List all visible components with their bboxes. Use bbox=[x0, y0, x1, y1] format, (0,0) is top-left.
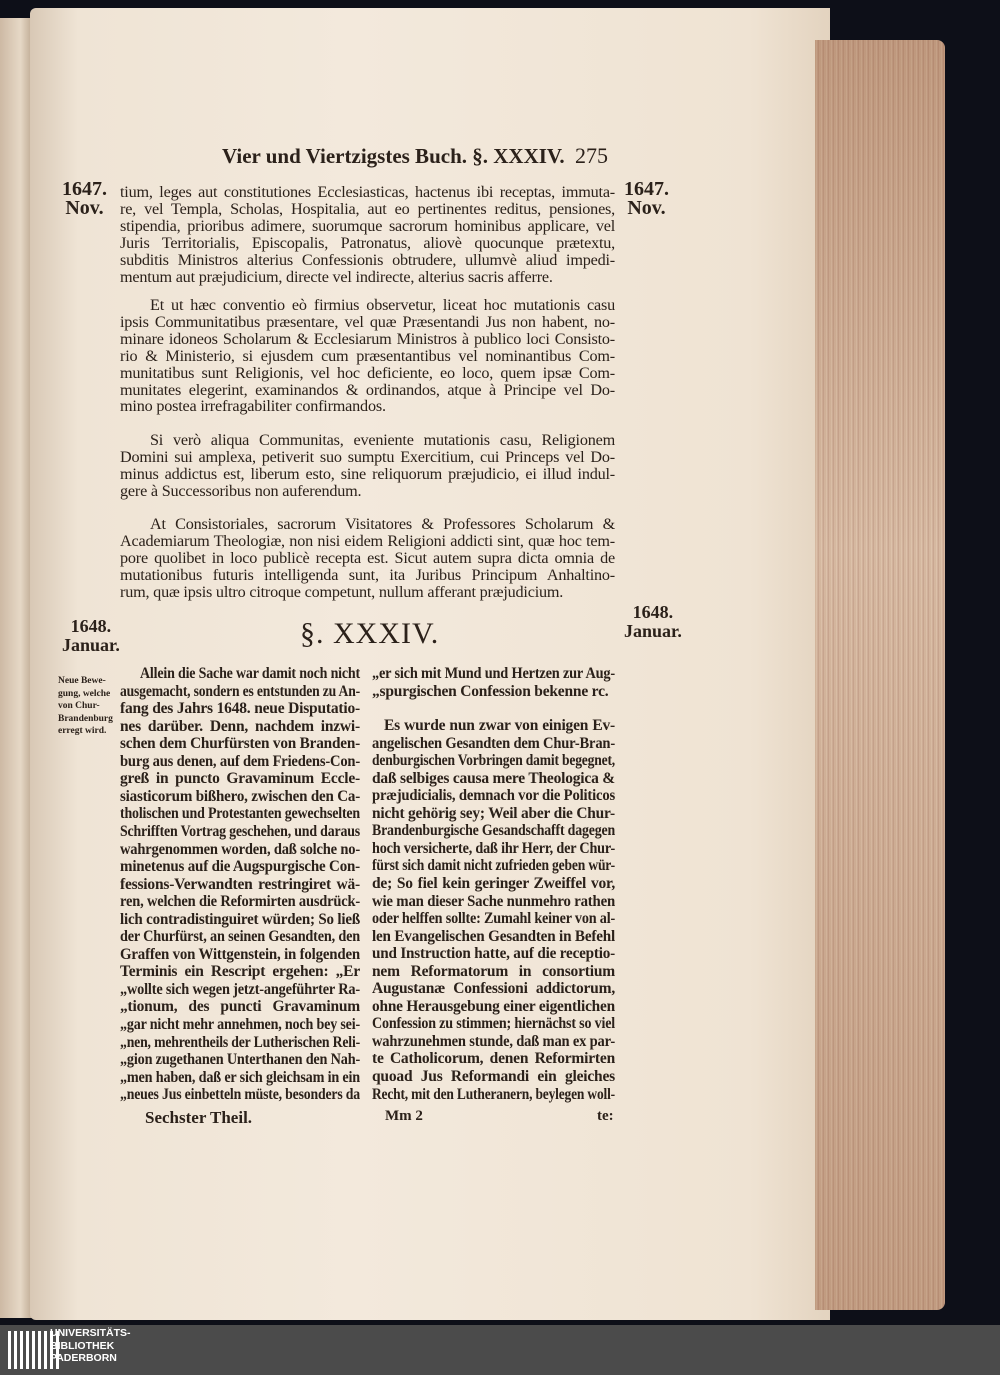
text-line: hoch versicherte, daß ihr Herr, der Chur- bbox=[372, 839, 615, 857]
text-line: ohne Herausgebung einer eigentlichen bbox=[372, 997, 615, 1015]
text-line: „wollte sich wegen jetzt-angeführter Ra- bbox=[120, 980, 360, 998]
margin-month: Januar. bbox=[62, 635, 120, 655]
text-line: nes darüber. Denn, nachdem inzwi- bbox=[120, 717, 360, 735]
text-line: Recht, mit den Lutheranern, beylegen woll- bbox=[372, 1085, 615, 1103]
text-line: de; So fiel kein geringer Zweiffel vor, bbox=[372, 874, 615, 892]
text-line: tholischen und Protestanten gewechselten bbox=[120, 805, 360, 823]
text-line: wahrzunehmen stunde, daß man ex par- bbox=[372, 1032, 615, 1050]
text-line: der Churfürst, an seinen Gesandten, den bbox=[120, 928, 360, 946]
side-note-line: von Chur- bbox=[58, 701, 100, 711]
side-note-line: Neue Bewe- bbox=[58, 676, 106, 686]
margin-month: Januar. bbox=[624, 621, 682, 641]
text-line: quoad Jus Reformandi ein gleiches bbox=[372, 1068, 615, 1085]
text-line: burg aus denen, auf dem Friedens-Con- bbox=[120, 752, 360, 770]
margin-year: 1647. bbox=[62, 178, 107, 200]
text-line: Schrifften Vortrag geschehen, und daraus bbox=[120, 822, 360, 840]
text-line: tium, leges aut constitutiones Ecclesiasticas, hactenus ibi receptas, immuta- bbox=[120, 183, 615, 201]
text-line: wahrgenommen worden, daß solche no- bbox=[120, 840, 360, 858]
text-line: Confession zu stimmen; hiernächst so viel bbox=[372, 1015, 615, 1033]
text-line: fang des Jahrs 1648. neue Disputatio- bbox=[120, 700, 360, 718]
margin-month: Nov. bbox=[627, 197, 666, 219]
text-line: „er sich mit Mund und Hertzen zur Aug- bbox=[372, 665, 615, 682]
text-line: re, vel Templa, Scholas, Hospitalia, aut eo pertinentes reditus, pensiones, bbox=[120, 199, 615, 218]
page-number: 275 bbox=[575, 143, 608, 168]
section-title: §. XXXIV. bbox=[300, 617, 440, 650]
text-line: Terminis ein Rescript ergehen: „Er bbox=[120, 963, 360, 981]
text-line: ipsis Communitatibus præsentare, vel quæ Præsentandi Jus non habent, no- bbox=[120, 312, 615, 331]
text-line: „tionum, des puncti Gravaminum bbox=[120, 998, 360, 1016]
text-line: te Catholicorum, denen Reformirten bbox=[372, 1050, 615, 1068]
text-line: rio & Ministerio, si ejusdem cum præsentantibus vel nominantibus Com- bbox=[120, 346, 615, 365]
side-note-line: gung, welche bbox=[58, 688, 111, 699]
page-fore-edge bbox=[815, 40, 945, 1310]
text-line: daß selbiges causa mere Theologica & bbox=[372, 769, 615, 787]
margin-year: 1648. bbox=[632, 602, 674, 622]
text-line: angelischen Gesandten dem Chur-Bran- bbox=[372, 734, 615, 752]
text-line: Juris Territorialis, Episcopalis, Patronatus, aliovè quocunque prætextu, bbox=[120, 233, 615, 252]
text-line: præjudicialis, demnach vor die Politicos bbox=[372, 787, 615, 805]
text-line: stipendia, prioribus adimere, suorumque sacrorum hominibus applicare, vel bbox=[120, 216, 615, 235]
text-line: denburgischen Vorbringen damit begegnet, bbox=[372, 752, 615, 770]
text-line: len Evangelischen Gesandten in Befehl bbox=[372, 927, 615, 945]
text-line: mino postea irrefragabiliter confirmandos. bbox=[120, 397, 386, 416]
text-line: Allein die Sache war damit noch nicht bbox=[140, 665, 360, 682]
text-line: At Consistoriales, sacrorum Visitatores & Professores Scholarum & bbox=[150, 515, 615, 533]
text-line: fürst sich damit nicht zufrieden geben wür- bbox=[372, 857, 615, 875]
side-note bbox=[58, 675, 114, 738]
margin-month: Nov. bbox=[65, 197, 104, 219]
text-line: Graffen von Wittgenstein, in folgenden bbox=[120, 945, 360, 963]
text-line: „spurgischen Confession bekenne rc. bbox=[372, 682, 609, 700]
library-name-line: PADERBORN bbox=[50, 1352, 117, 1364]
text-line: „gion zugethanen Unterthanen den Nah- bbox=[120, 1051, 360, 1069]
text-line: schen dem Churfürsten von Branden- bbox=[120, 735, 360, 753]
library-footer bbox=[0, 1325, 1000, 1375]
text-line: „nen, mehrentheils der Lutherischen Reli- bbox=[120, 1033, 360, 1051]
side-note-line: Brandenburg bbox=[58, 713, 113, 724]
text-line: Augustanæ Confessioni addictorum, bbox=[372, 980, 615, 998]
text-line: nem Reformatorum in consortium bbox=[372, 962, 615, 980]
text-line: „gar nicht mehr annehmen, noch bey sei- bbox=[120, 1016, 360, 1033]
text-line: minetenus auf die Augspurgische Con- bbox=[120, 858, 360, 876]
text-line: Es wurde nun zwar von einigen Ev- bbox=[384, 717, 615, 734]
text-line: „men haben, daß er sich gleichsam in ein bbox=[120, 1068, 360, 1086]
text-line: ausgemacht, sondern es entstunden zu An- bbox=[120, 682, 360, 700]
running-title: Vier und Viertzigstes Buch. §. XXXIV. bbox=[222, 144, 565, 168]
text-line: munitates elegerint, examinandos & ordinandos, atque à Principe vel Do- bbox=[120, 380, 615, 399]
text-line: minare idoneos Scholarum & Ecclesiarum Ministros à publico loci Consisto- bbox=[120, 329, 615, 348]
text-line: Domini sui amplexa, petiverit suo sumptu Exercitium, cui Princeps vel Do- bbox=[120, 447, 615, 466]
text-line: munitatibus sunt Religionis, vel hoc deficiente, eo loco, quem ipsæ Com- bbox=[120, 363, 615, 382]
text-line: subditis Ministros alterius Confessionis obtrudere, ullumvè aliud impedi- bbox=[120, 250, 615, 269]
text-line: Academiarum Theologiæ, non nisi eidem Religioni addicti sint, quæ hoc tem- bbox=[120, 531, 615, 550]
margin-date-top-left bbox=[62, 180, 107, 218]
text-line: ren, welchen die Reformirten ausdrück- bbox=[120, 893, 360, 911]
margin-year: 1647. bbox=[624, 178, 669, 200]
text-line: „neues Jus einbetteln müste, besonders da bbox=[120, 1086, 360, 1104]
text-line: Brandenburgische Gesandschafft dagegen bbox=[372, 822, 615, 840]
margin-date-top-right bbox=[624, 180, 669, 218]
text-line: greß in puncto Gravaminum Eccle- bbox=[120, 770, 360, 788]
text-line: und Instruction hatte, auf die receptio- bbox=[372, 945, 615, 963]
margin-date-mid-left bbox=[62, 617, 120, 655]
margin-year: 1648. bbox=[70, 616, 112, 636]
text-line: Si verò aliqua Communitas, eveniente mutationis casu, Religionem bbox=[150, 431, 615, 449]
text-line: pore quolibet in loco publicè recepta est. Sicut autem supra dicta omnia de bbox=[120, 548, 615, 567]
volume-signature: Sechster Theil. bbox=[145, 1108, 253, 1127]
text-line: wie man dieser Sache nunmehro rathen bbox=[372, 892, 615, 910]
previous-page-edge bbox=[0, 18, 34, 1318]
text-line: mentum aut præjudicium, directe vel indirecte, alterius sacris afferre. bbox=[120, 267, 553, 286]
text-line: nicht gehörig sey; Weil aber die Chur- bbox=[372, 804, 615, 822]
text-line: Et ut hæc conventio eò firmius observetur, liceat hoc mutationis casu bbox=[150, 296, 615, 314]
catchword: te: bbox=[597, 1108, 614, 1124]
text-line: gere à Successoribus non auferendum. bbox=[120, 481, 362, 500]
text-line: lich contradistinguiret würden; So ließ bbox=[120, 910, 360, 928]
library-name-line: BIBLIOTHEK bbox=[50, 1339, 115, 1352]
library-name-line: UNIVERSITÄTS- bbox=[50, 1327, 131, 1339]
text-line: minus addictus est, liberum esto, sine reliquorum præjudicio, ei illud indul- bbox=[120, 464, 615, 483]
margin-date-mid-right bbox=[624, 603, 682, 641]
library-name bbox=[50, 1327, 131, 1365]
text-line: siasticorum bißhero, zwischen den Ca- bbox=[120, 787, 360, 805]
side-note-line: erregt wird. bbox=[58, 726, 107, 736]
text-line: rum, quæ ipsis ultro citroque competunt, nullum afferant præjudicium. bbox=[120, 582, 564, 601]
text-line: oder helffen sollte: Zumahl keiner von al- bbox=[372, 910, 615, 928]
sheet-signature: Mm 2 bbox=[385, 1108, 423, 1124]
text-line: fessions-Verwandten restringiret wä- bbox=[120, 875, 360, 893]
text-line: mutationibus futuris intelligenda sunt, ita Juribus Principum Anhaltino- bbox=[120, 565, 615, 584]
